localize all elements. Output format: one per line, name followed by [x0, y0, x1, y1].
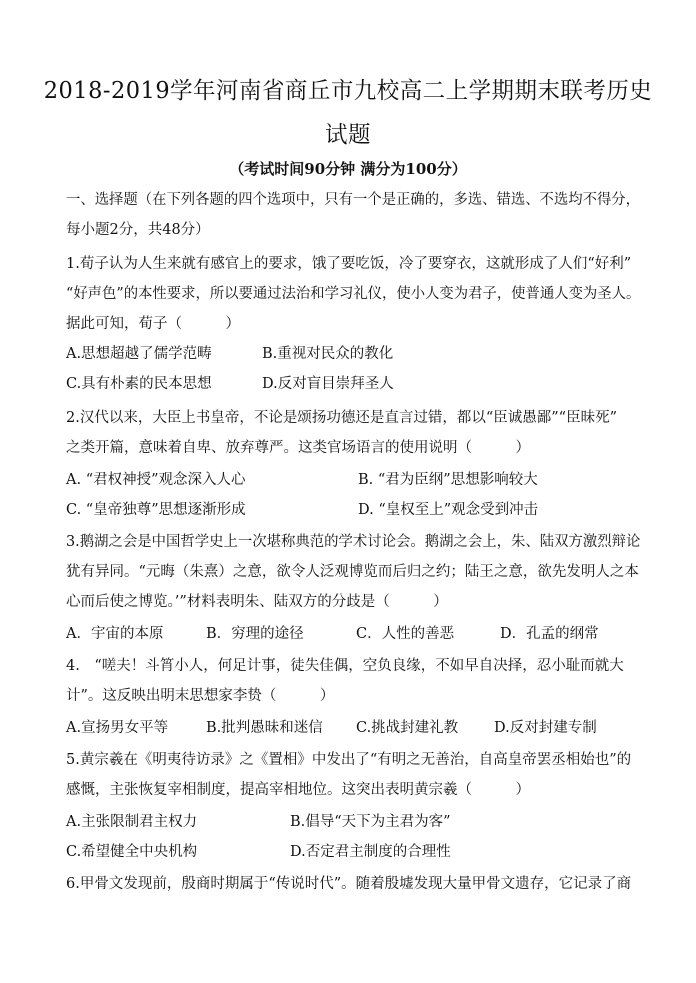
question-4-option-d: D.反对封建专制 — [494, 720, 597, 736]
question-5-stem: 5.黄宗羲在《明夷待访录》之《置相》中发出了“有明之无善治，自高皇帝罢丞相始也”的 — [66, 752, 632, 768]
question-3-option-a: A．宇宙的本原 — [66, 626, 164, 642]
question-2-option-d: D. “皇权至上”观念受到冲击 — [358, 502, 539, 518]
question-4-option-b: B.批判愚昧和迷信 — [206, 720, 323, 736]
question-3-option-d: D．孔孟的纲常 — [500, 626, 599, 642]
exam-info: （考试时间90分钟 满分为100分） — [229, 160, 467, 178]
question-5-option-c: C.希望健全中央机构 — [66, 844, 198, 860]
question-1-option-a: A.思想超越了儒学范畴 — [66, 346, 212, 362]
question-5-option-d: D.否定君主制度的合理性 — [290, 844, 451, 860]
document-title-line1: 2018-2019学年河南省商丘市九校高二上学期期末联考历史 — [43, 78, 653, 104]
document-title-line2: 试题 — [325, 122, 371, 148]
question-3-stem: 犹有异同。“元晦（朱熹）之意，欲令人泛观博览而后归之约；陆王之意，欲先发明人之本 — [66, 564, 639, 580]
question-2-option-a: A. “君权神授”观念深入人心 — [66, 472, 246, 488]
question-2-option-b: B. “君为臣纲”思想影响较大 — [358, 472, 538, 488]
question-3-stem: 3.鹅湖之会是中国哲学史上一次堪称典范的学术讨论会。鹅湖之会上，朱、陆双方激烈辩论 — [66, 534, 641, 550]
question-3-option-c: C．人性的善恶 — [356, 626, 455, 642]
question-6-stem: 6.甲骨文发现前，殷商时期属于“传说时代”。随着殷墟发现大量甲骨文遗存，它记录了商 — [66, 876, 632, 892]
question-5-option-a: A.主张限制君主权力 — [66, 814, 198, 830]
question-4-option-a: A.宣扬男女平等 — [66, 720, 169, 736]
question-1-option-b: B.重视对民众的教化 — [262, 346, 394, 362]
question-3-stem: 心而后使之博览。’”材料表明朱、陆双方的分歧是（ ） — [66, 594, 448, 610]
section-heading: 一、选择题（在下列各题的四个选项中，只有一个是正确的，多选、错选、不选均不得分， — [66, 192, 640, 208]
section-heading-cont: 每小题2分，共48分） — [66, 222, 210, 238]
question-1-stem: “好声色”的本性要求，所以要通过法治和学习礼仪，使小人变为君子，使普通人变为圣人。 — [66, 286, 641, 302]
question-1-stem: 据此可知，荀子（ ） — [66, 316, 240, 332]
question-2-stem: 之类开篇，意味着自卑、放弃尊严。这类官场语言的使用说明（ ） — [66, 440, 530, 456]
question-1-option-c: C.具有朴素的民本思想 — [66, 376, 212, 392]
question-4-option-c: C.挑战封建礼教 — [356, 720, 459, 736]
question-4-stem: 4. “嗟夫！斗筲小人，何足计事，徒失佳偶，空负良缘，不如早自决择，忍小耻而就大 — [66, 658, 624, 674]
question-1-option-d: D.反对盲目崇拜圣人 — [262, 376, 394, 392]
question-2-stem: 2.汉代以来，大臣上书皇帝，不论是颂扬功德还是直言过错，都以“臣诚愚鄙”“臣昧死” — [66, 410, 617, 426]
question-5-option-b: B.倡导“天下为主君为客” — [290, 814, 451, 830]
question-3-option-b: B．穷理的途径 — [206, 626, 304, 642]
question-4-stem: 计”。这反映出明末思想家李贽（ ） — [66, 688, 335, 704]
question-2-option-c: C. “皇帝独尊”思想逐渐形成 — [66, 502, 246, 518]
question-1-stem: 1.荀子认为人生来就有感官上的要求，饿了要吃饭，冷了要穿衣，这就形成了人们“好利” — [66, 256, 632, 272]
question-5-stem: 感慨，主张恢复宰相制度，提高宰相地位。这突出表明黄宗羲（ ） — [66, 782, 530, 798]
